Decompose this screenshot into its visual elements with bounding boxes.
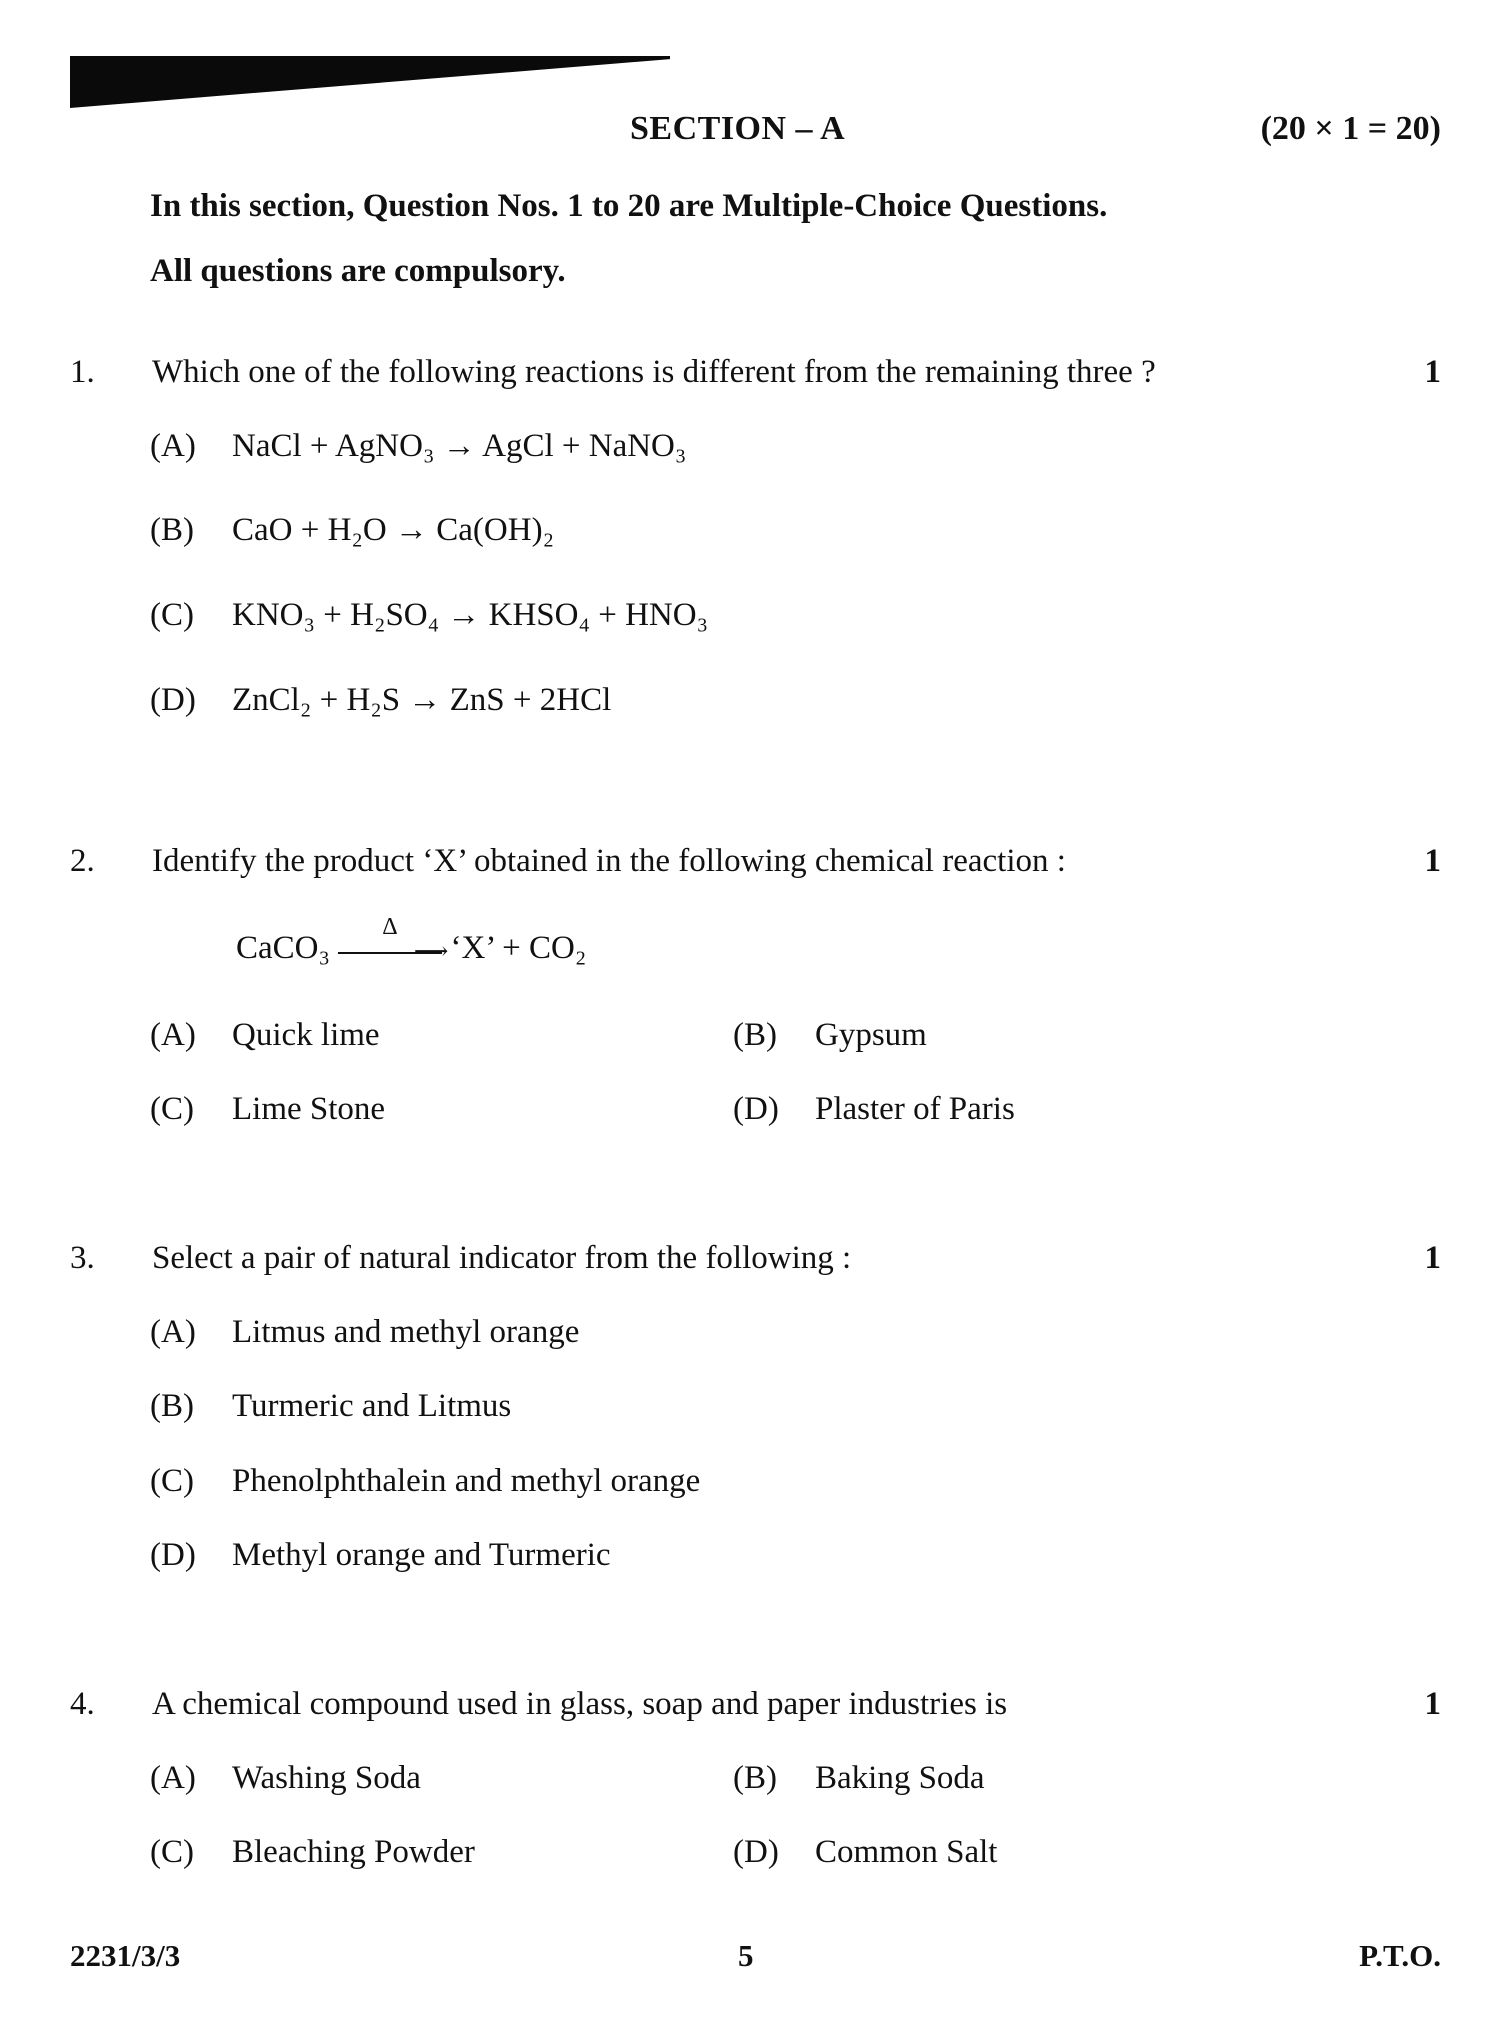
option-label: (B) [150,512,194,548]
option-text: KNO₃ + H₂SO₄ → KHSO₄ + HNO₃ [232,597,709,633]
option-c [150,597,708,634]
option-text: Gypsum [815,1017,927,1053]
heat-arrow: Δ ⟶ [338,940,442,960]
question-number: 4. [70,1686,95,1722]
reaction-equation [236,914,587,967]
option-label: (D) [733,1834,779,1870]
option-a [150,428,686,465]
option-b [150,1388,511,1425]
option-a [150,1017,380,1054]
pto-label: P.T.O. [1359,1938,1441,1973]
option-text: NaCl + AgNO₃ → AgCl + NaNO₃ [232,428,687,464]
top-black-bar [70,56,670,108]
option-text: Methyl orange and Turmeric [232,1537,611,1573]
option-text: Baking Soda [815,1760,985,1796]
option-c [150,1463,700,1500]
question-number: 2. [70,843,95,879]
option-text: Quick lime [232,1017,380,1053]
option-label: (B) [150,1388,194,1424]
option-text: Phenolphthalein and methyl orange [232,1463,701,1499]
page-number: 5 [738,1938,754,1973]
option-label: (A) [150,428,196,464]
option-label: (A) [150,1760,196,1796]
question-text: Select a pair of natural indicator from the following : [152,1240,852,1276]
option-a [150,1314,579,1351]
question-marks: 1 [1424,1240,1441,1276]
instruction-line-1: In this section, Question Nos. 1 to 20 are Multiple-Choice Questions. [150,188,1108,224]
heat-condition: Δ [382,914,398,941]
option-c [150,1091,385,1128]
option-text: Plaster of Paris [815,1091,1015,1127]
option-label: (A) [150,1017,196,1053]
instruction-line-2: All questions are compulsory. [150,253,566,289]
option-text: CaO + H₂O → Ca(OH)₂ [232,512,555,548]
section-marks: (20 × 1 = 20) [1260,110,1441,147]
option-label: (C) [150,1834,194,1870]
option-label: (B) [733,1760,777,1796]
option-text: Bleaching Powder [232,1834,475,1870]
option-label: (C) [150,597,194,633]
option-text: Common Salt [815,1834,998,1870]
option-label: (D) [150,1537,196,1573]
option-label: (C) [150,1091,194,1127]
option-text: Litmus and methyl orange [232,1314,580,1350]
option-label: (A) [150,1314,196,1350]
section-title: SECTION – A [630,110,846,147]
question-marks: 1 [1424,843,1441,879]
option-b [733,1017,927,1054]
option-d [150,1537,611,1574]
question-number: 3. [70,1240,95,1276]
option-d [150,682,611,719]
option-b [150,512,554,549]
option-d [733,1834,997,1871]
option-d [733,1091,1015,1128]
paper-code: 2231/3/3 [70,1938,181,1973]
option-c [150,1834,475,1871]
question-text: Identify the product ‘X’ obtained in the following chemical reaction : [152,843,1066,879]
question-marks: 1 [1424,1686,1441,1722]
question-text: A chemical compound used in glass, soap and paper industries is [152,1686,1008,1722]
reactant: CaCO₃ [236,930,331,966]
option-text: Washing Soda [232,1760,421,1796]
question-marks: 1 [1424,354,1441,390]
option-a [150,1760,421,1797]
option-b [733,1760,985,1797]
question-number: 1. [70,354,95,390]
option-text: ZnCl₂ + H₂S → ZnS + 2HCl [232,682,612,718]
option-label: (B) [733,1017,777,1053]
option-text: Turmeric and Litmus [232,1388,512,1424]
option-label: (C) [150,1463,194,1499]
products: ‘X’ + CO₂ [450,930,587,966]
option-text: Lime Stone [232,1091,386,1127]
option-label: (D) [733,1091,779,1127]
question-text: Which one of the following reactions is different from the remaining three ? [152,354,1156,390]
option-label: (D) [150,682,196,718]
